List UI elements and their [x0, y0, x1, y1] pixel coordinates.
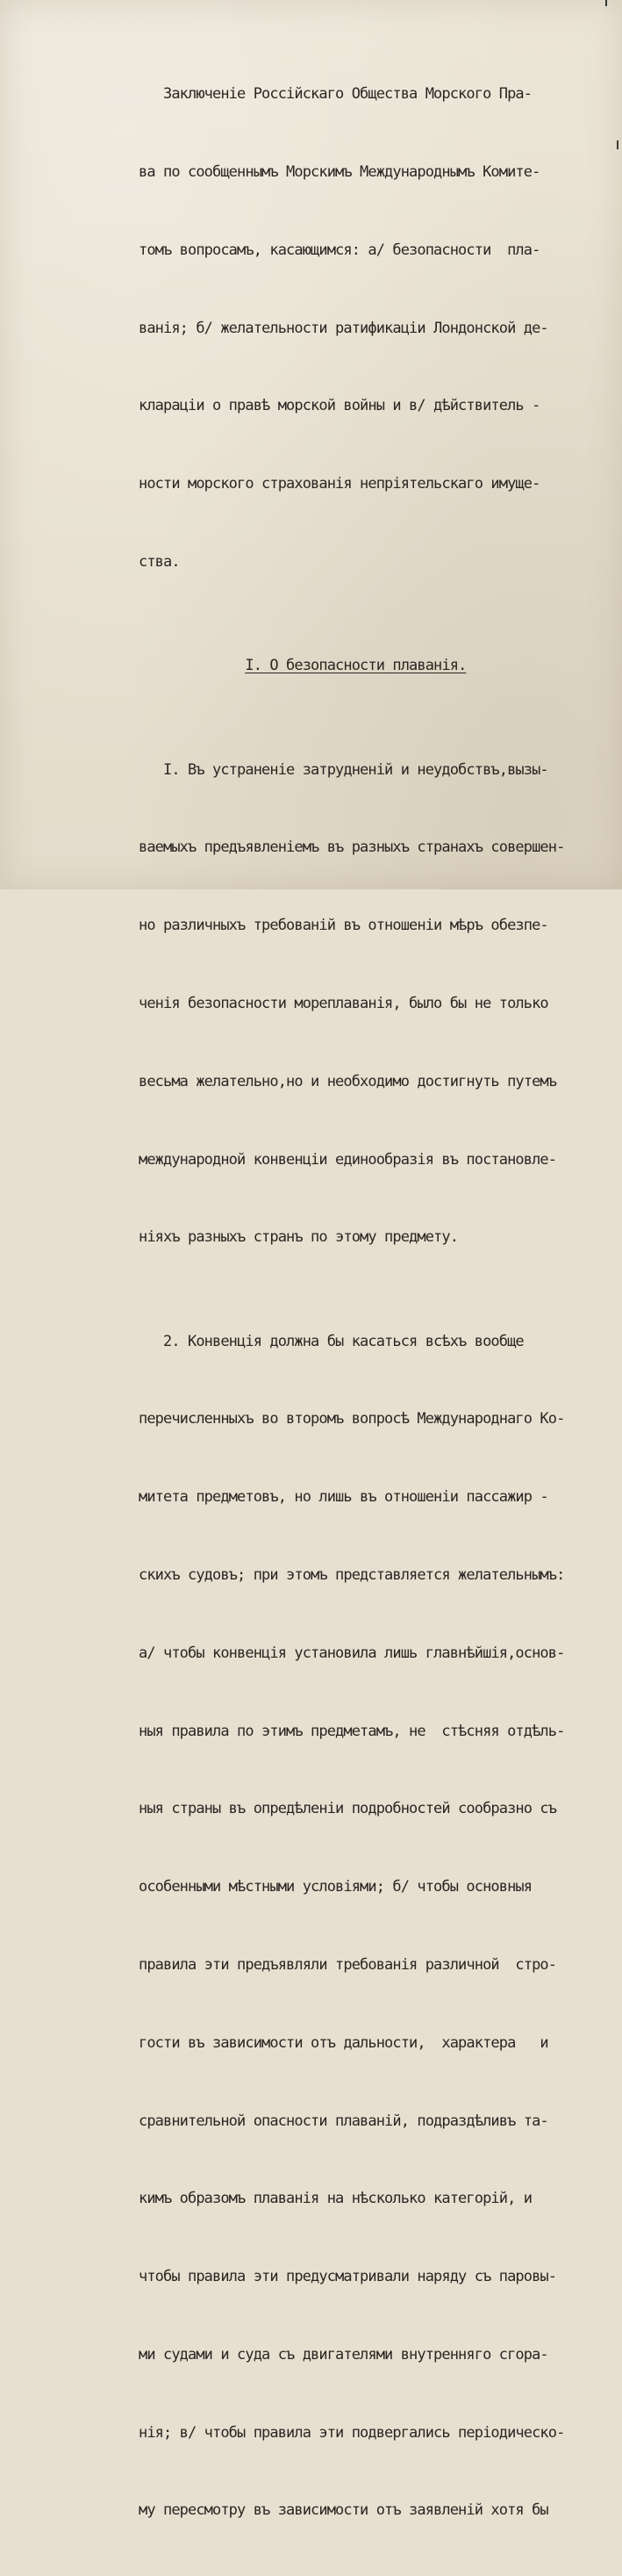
text-line: ности морского страхованія непріятельскаго имуще-	[139, 475, 540, 493]
page-corner-mark	[605, 0, 607, 6]
text-line: ва по сообщеннымъ Морскимъ Международнымъ Комите-	[139, 162, 540, 181]
document-body	[139, 30, 595, 2576]
text-line: ми судами и суда съ двигателями внутренняго сгора-	[139, 2345, 548, 2364]
text-line: ванія; б/ желательности ратификаціи Лондонской де-	[139, 319, 548, 337]
text-line: но различныхъ требованій въ отношеніи мѣръ обезпе-	[139, 917, 548, 935]
text-line: чтобы правила эти предусматривали наряду съ паровы-	[139, 2268, 557, 2286]
text-line: международной конвенціи единообразія въ постановле-	[139, 1150, 557, 1169]
text-line: клараціи о правѣ морской войны и в/ дѣйствитель -	[139, 397, 540, 415]
section-heading-line	[139, 653, 595, 680]
text-line: особенными мѣстными условіями; б/ чтобы основныя	[139, 1878, 533, 1896]
text-line: ваемыхъ предъявленіемъ въ разныхъ странахъ совершен-	[139, 838, 565, 857]
text-line: сравнительной опасности плаваній, подраздѣливъ та-	[139, 2112, 548, 2130]
section-heading: I. О безопасности плаванія.	[245, 657, 467, 675]
text-line: скихъ судовъ; при этомъ представляется желательнымъ:	[139, 1566, 565, 1585]
text-line: весьма желательно,но и необходимо достигнуть путемъ	[139, 1072, 557, 1090]
text-line: гости въ зависимости отъ дальности, характера и	[139, 2033, 548, 2052]
text-line: ства.	[139, 552, 180, 571]
text-line: перечисленныхъ во второмъ вопросѣ Международнаго Ко-	[139, 1410, 565, 1428]
text-line: ныя страны въ опредѣленіи подробностей сообразно съ	[139, 1800, 557, 1818]
text-line: ныя правила по этимъ предметамъ, не стѣсняя отдѣль-	[139, 1722, 565, 1740]
margin-mark	[617, 140, 618, 149]
text-line: ченія безопасности мореплаванія, было бы не только	[139, 994, 548, 1012]
text-line: правила эти предъявляли требованія различной стро-	[139, 1955, 557, 1974]
text-line: томъ вопросамъ, касающимся: а/ безопасности пла-	[139, 241, 540, 259]
text-line: 2. Конвенція должна бы касаться всѣхъ вообще	[139, 1332, 524, 1350]
text-line: митета предметовъ, но лишь въ отношеніи пассажир -	[139, 1488, 548, 1507]
text-line: I. Въ устраненіе затрудненій и неудобствъ,вызы-	[139, 760, 548, 779]
text-line: нія; в/ чтобы правила эти подвергались періодическо-	[139, 2423, 565, 2442]
text-line: кимъ образомъ плаванія на нѣсколько категорій, и	[139, 2190, 533, 2208]
text-line: ніяхъ разныхъ странъ по этому предмету.	[139, 1228, 459, 1247]
text-line: му пересмотру въ зависимости отъ заявленій хотя бы	[139, 2501, 548, 2520]
text-line: а/ чтобы конвенція установила лишь главнѣйшія,основ-	[139, 1644, 565, 1662]
text-line: Заключеніе Россійскаго Общества Морского Пра-	[139, 85, 533, 104]
